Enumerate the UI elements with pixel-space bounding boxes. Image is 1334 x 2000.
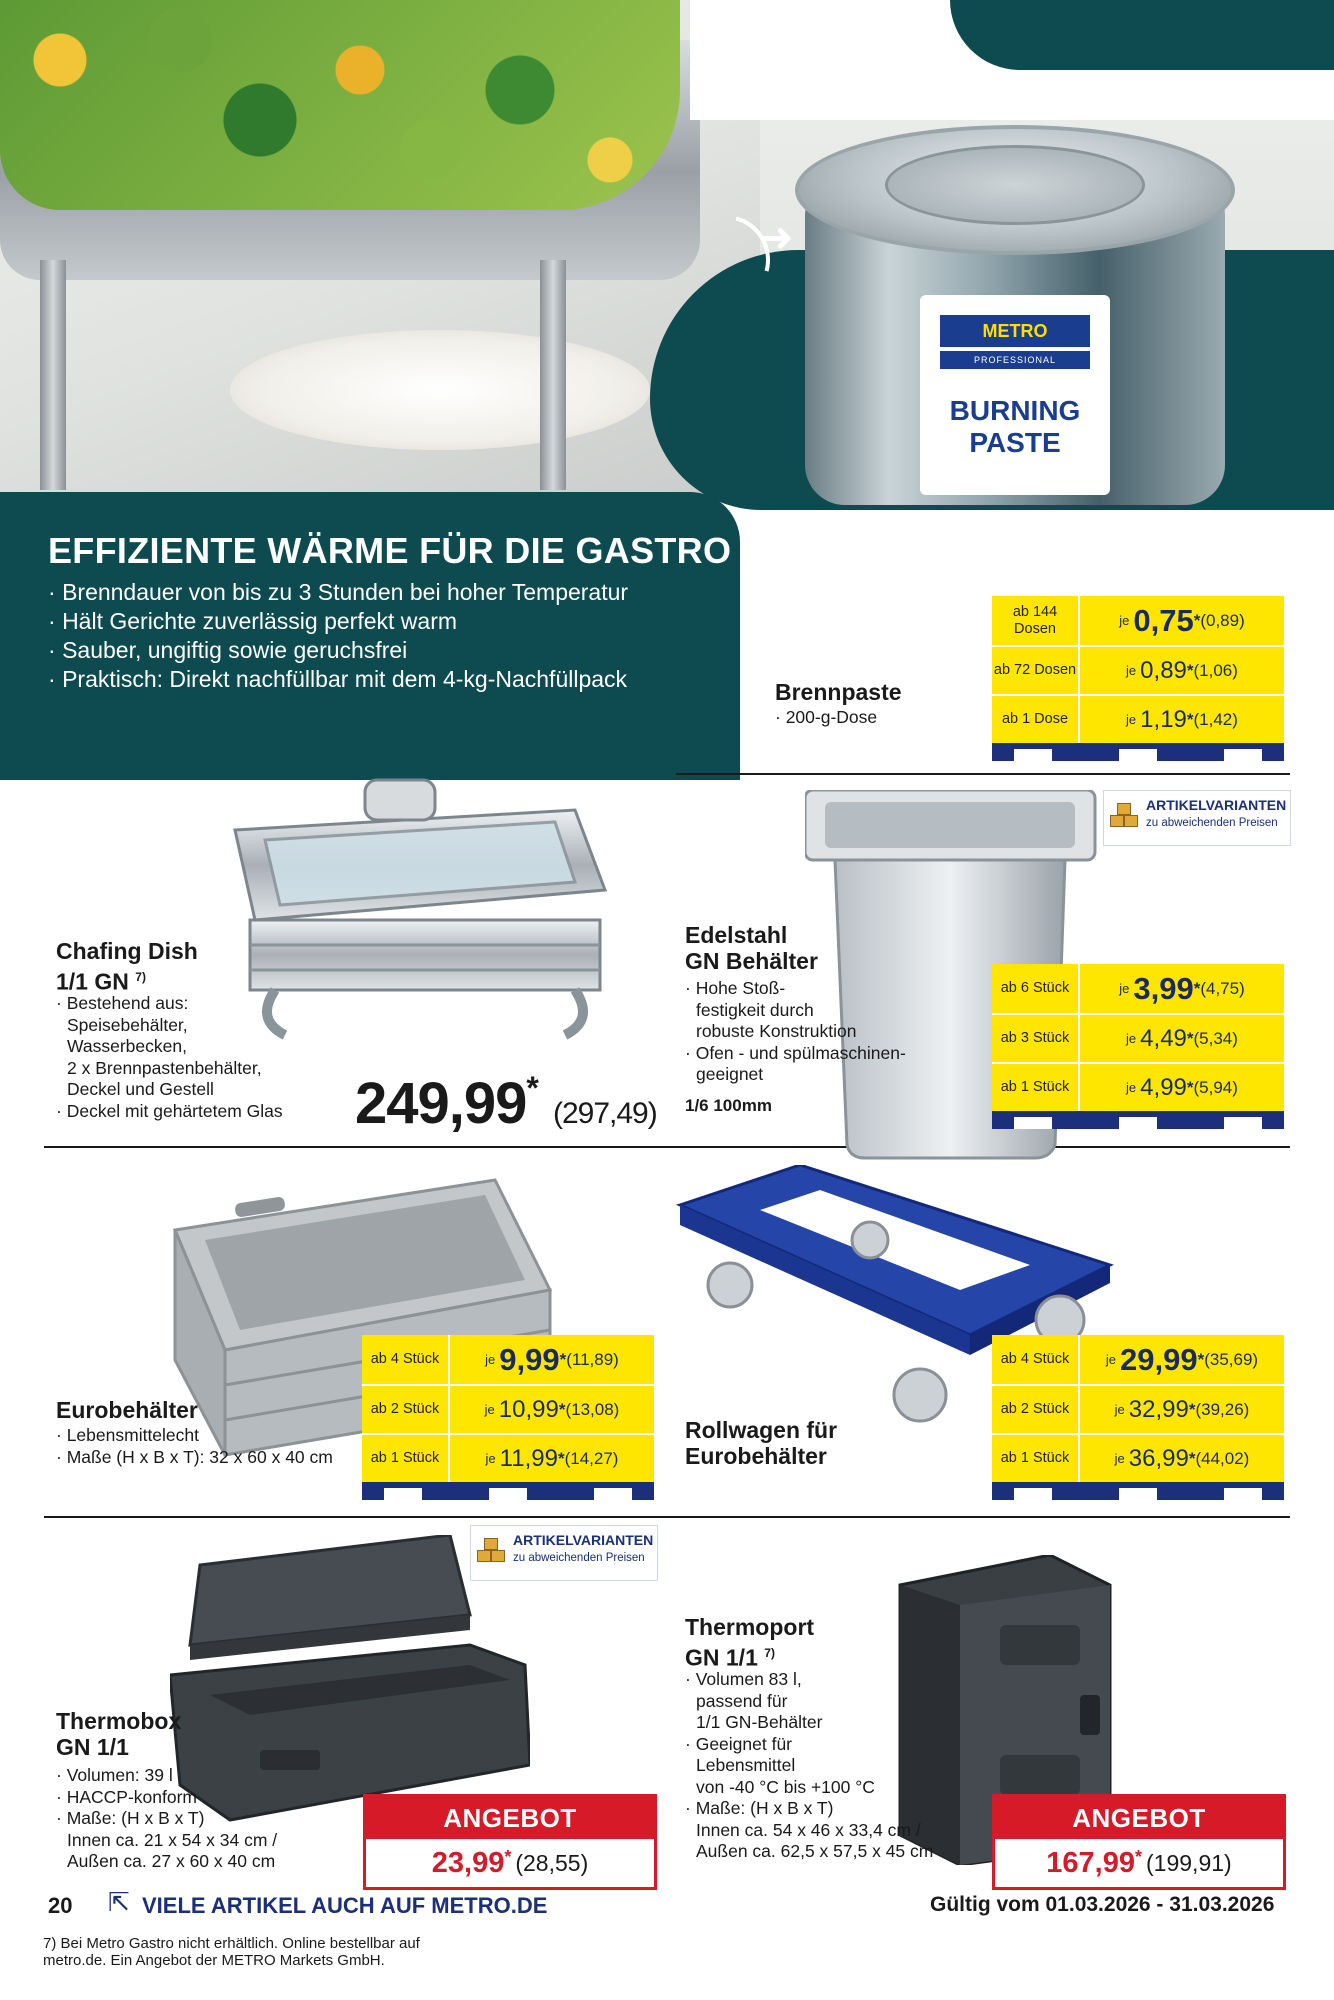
tier-price xyxy=(450,1335,654,1384)
desc-item: Deckel und Gestell xyxy=(67,1079,214,1099)
tier-qty: ab 4 Stück xyxy=(362,1335,450,1384)
desc-item: · Geeignet für xyxy=(685,1734,933,1756)
pallet-decor xyxy=(992,1111,1284,1129)
tier-qty: ab 2 Stück xyxy=(362,1384,450,1433)
offer-price-value: 23,99 xyxy=(431,1846,505,1879)
tier-gross: (4,75) xyxy=(1200,978,1245,998)
tier-price-value: 11,99 xyxy=(499,1444,558,1472)
asterisk: * xyxy=(557,1448,565,1468)
chafing-name xyxy=(56,938,198,995)
tier-qty: ab 3 Stück xyxy=(992,1013,1080,1062)
photo-stand-leg xyxy=(40,260,66,490)
name-line: Rollwagen für xyxy=(685,1417,838,1443)
tier-je: je xyxy=(1119,613,1130,628)
price-tier xyxy=(362,1384,654,1433)
gn-name xyxy=(685,922,818,974)
gn-size: 1/6 100mm xyxy=(685,1096,772,1115)
variants-title: ARTIKELVARIANTEN xyxy=(1146,797,1287,813)
desc-item: Speisebehälter, xyxy=(67,1014,188,1035)
arrow-icon: ➜ xyxy=(760,215,794,261)
tier-je: je xyxy=(1126,1080,1137,1095)
price-gross: (297,49) xyxy=(552,1097,657,1130)
desc-item: · Maße: (H x B x T) xyxy=(685,1798,933,1820)
tier-gross: (5,94) xyxy=(1193,1077,1238,1097)
boxes-icon xyxy=(1110,801,1140,831)
tier-je: je xyxy=(485,1451,496,1466)
variants-sub: zu abweichenden Preisen xyxy=(513,1552,645,1564)
footnote-mark: 7) xyxy=(135,970,146,984)
chafing-desc xyxy=(56,993,283,1122)
desc-item: · HACCP-konform xyxy=(56,1787,277,1809)
thermoport-name xyxy=(685,1614,814,1671)
gn-desc xyxy=(685,978,906,1086)
photo-stand-leg xyxy=(540,260,566,490)
rollwagen-price-table xyxy=(992,1335,1284,1500)
desc-item: von -40 °C bis +100 °C xyxy=(696,1776,875,1797)
name-line: GN 1/1 xyxy=(56,1734,129,1760)
page-number: 20 xyxy=(48,1893,73,1918)
name-line: Thermobox xyxy=(56,1708,182,1734)
eurobehaelter-name: Eurobehälter xyxy=(56,1397,198,1423)
offer-gross: (199,91) xyxy=(1146,1849,1232,1876)
name-line: GN 1/1 xyxy=(685,1644,758,1671)
desc-item: Lebensmittel xyxy=(696,1755,796,1775)
can-title-line: BURNING xyxy=(949,395,1081,426)
asterisk: * xyxy=(1186,1028,1194,1048)
variants-title: ARTIKELVARIANTEN xyxy=(513,1532,654,1548)
tier-gross: (35,69) xyxy=(1204,1349,1259,1369)
offer-gross: (28,55) xyxy=(515,1849,589,1876)
price-tier xyxy=(992,1062,1284,1111)
tier-qty: ab 6 Stück xyxy=(992,964,1080,1013)
tier-gross: (39,26) xyxy=(1195,1399,1250,1419)
hero-bullets xyxy=(48,578,628,694)
article-variants-badge xyxy=(1103,790,1291,846)
brush-decor-teal xyxy=(950,0,1334,70)
desc-item: passend für xyxy=(696,1690,788,1711)
tier-je: je xyxy=(1119,981,1130,996)
thermobox-name xyxy=(56,1708,181,1760)
tier-je: je xyxy=(1105,1352,1117,1367)
asterisk: * xyxy=(1186,660,1194,680)
tier-price xyxy=(450,1384,654,1433)
desc-item: · Hohe Stoß- xyxy=(685,978,906,1000)
photo-vegetables xyxy=(0,0,680,210)
tier-price xyxy=(1080,1062,1284,1111)
price-tier xyxy=(992,964,1284,1013)
thermobox-offer xyxy=(363,1794,657,1890)
tier-qty: ab 1 Dose xyxy=(992,694,1080,743)
pallet-decor xyxy=(992,743,1284,761)
tier-je: je xyxy=(1126,712,1137,727)
tier-qty: ab 4 Stück xyxy=(992,1335,1080,1384)
rollwagen-name xyxy=(685,1417,837,1469)
price-tier xyxy=(992,1335,1284,1384)
tier-qty: ab 1 Stück xyxy=(992,1433,1080,1482)
tier-price-value: 1,19 xyxy=(1140,705,1187,733)
price-tier xyxy=(362,1433,654,1482)
can-side-print xyxy=(1115,275,1225,495)
desc-item: Außen ca. 27 x 60 x 40 cm xyxy=(67,1851,276,1871)
desc-item: · Deckel mit gehärtetem Glas xyxy=(56,1101,283,1123)
price-tier xyxy=(992,596,1284,645)
name-line: GN Behälter xyxy=(685,948,818,974)
tier-price xyxy=(1080,596,1284,645)
asterisk: * xyxy=(1188,1448,1196,1468)
hero-bullet: · Hält Gerichte zuverlässig perfekt warm xyxy=(48,607,628,636)
tier-gross: (5,34) xyxy=(1193,1028,1238,1048)
chafing-price xyxy=(355,1070,657,1137)
hero-bullet: · Brenndauer von bis zu 3 Stunden bei hoher Temperatur xyxy=(48,578,628,607)
tier-gross: (1,42) xyxy=(1193,709,1238,729)
tier-gross: (44,02) xyxy=(1195,1448,1250,1468)
asterisk: * xyxy=(526,1070,538,1106)
name-line: Eurobehälter xyxy=(685,1443,827,1469)
photo-plates xyxy=(230,330,650,450)
divider xyxy=(676,773,1290,775)
desc-item: · 200-g-Dose xyxy=(775,707,877,729)
tier-qty: ab 2 Stück xyxy=(992,1384,1080,1433)
desc-item: · Maße (H x B x T): 32 x 60 x 40 cm xyxy=(56,1447,333,1469)
asterisk: * xyxy=(1186,1077,1194,1097)
offer-price-value: 167,99 xyxy=(1046,1846,1135,1879)
can-lid-inner xyxy=(885,145,1145,225)
metro-website-link[interactable]: VIELE ARTIKEL AUCH AUF METRO.DE xyxy=(142,1893,548,1918)
price-tier xyxy=(992,1384,1284,1433)
tier-gross: (0,89) xyxy=(1200,610,1245,630)
eurobehaelter-price-table xyxy=(362,1335,654,1500)
tier-je: je xyxy=(1114,1402,1125,1417)
tier-price-value: 32,99 xyxy=(1128,1395,1189,1423)
thermoport-desc xyxy=(685,1669,933,1863)
tier-price xyxy=(1080,694,1284,743)
tier-price xyxy=(1080,1433,1284,1482)
name-line: Edelstahl xyxy=(685,922,788,948)
brennpaste-name: Brennpaste xyxy=(775,679,902,705)
can-side-print xyxy=(825,275,935,495)
tier-price-value: 3,99 xyxy=(1133,970,1194,1006)
desc-item: · Bestehend aus: xyxy=(56,993,283,1015)
can-title xyxy=(920,395,1110,459)
hero-bullet: · Praktisch: Direkt nachfüllbar mit dem 4-kg-Nachfüllpack xyxy=(48,665,628,694)
offer-body xyxy=(366,1839,654,1887)
desc-item: · Lebensmittelecht xyxy=(56,1425,333,1447)
tier-price xyxy=(1080,1384,1284,1433)
can-brand-sub: PROFESSIONAL xyxy=(940,351,1090,369)
tier-price xyxy=(1080,964,1284,1013)
price-tier xyxy=(992,1433,1284,1482)
tier-price xyxy=(1080,645,1284,694)
tier-price-value: 4,99 xyxy=(1140,1073,1187,1101)
tier-price-value: 29,99 xyxy=(1120,1341,1198,1377)
asterisk: * xyxy=(1188,1399,1196,1419)
tier-je: je xyxy=(485,1352,496,1367)
hero-bullet: · Sauber, ungiftig sowie geruchsfrei xyxy=(48,636,628,665)
tier-je: je xyxy=(1126,663,1137,678)
desc-item: · Volumen 83 l, xyxy=(685,1669,933,1691)
can-title-line: PASTE xyxy=(969,427,1061,458)
pallet-decor xyxy=(362,1482,654,1500)
name-line: 1/1 GN xyxy=(56,968,129,995)
desc-item: Innen ca. 54 x 46 x 33,4 cm / xyxy=(696,1819,921,1840)
asterisk: * xyxy=(558,1399,566,1419)
hero-title: EFFIZIENTE WÄRME FÜR DIE GASTRO xyxy=(48,530,732,571)
thermobox-desc xyxy=(56,1765,277,1873)
desc-item: 2 x Brennpastenbehälter, xyxy=(67,1057,262,1078)
asterisk: * xyxy=(1193,610,1201,630)
brennpaste-price-table xyxy=(992,596,1284,761)
desc-item: Außen ca. 62,5 x 57,5 x 45 cm xyxy=(696,1841,934,1861)
pallet-decor xyxy=(992,1482,1284,1500)
cursor-click-icon: ⇱ xyxy=(108,1888,130,1918)
desc-item: Wasserbecken, xyxy=(67,1036,187,1056)
price-tier xyxy=(992,1013,1284,1062)
tier-je: je xyxy=(484,1402,495,1417)
desc-item: geeignet xyxy=(696,1064,764,1084)
thermoport-offer xyxy=(992,1794,1286,1890)
asterisk: * xyxy=(559,1349,567,1369)
tier-gross: (11,89) xyxy=(566,1349,619,1369)
asterisk: * xyxy=(1186,709,1194,729)
name-line: Thermoport xyxy=(685,1614,815,1640)
price-tier xyxy=(362,1335,654,1384)
burning-paste-can-image xyxy=(795,125,1235,515)
divider xyxy=(44,1516,1290,1518)
footnote-mark: 7) xyxy=(764,1646,775,1660)
offer-label: ANGEBOT xyxy=(995,1797,1283,1839)
name-line: Chafing Dish xyxy=(56,938,198,964)
tier-price-value: 0,89 xyxy=(1140,656,1187,684)
desc-item: robuste Konstruktion xyxy=(696,1021,857,1041)
asterisk: * xyxy=(1197,1349,1205,1369)
desc-item: Innen ca. 21 x 54 x 34 cm / xyxy=(67,1829,278,1850)
tier-qty: ab 144 Dosen xyxy=(992,596,1080,645)
tier-gross: (14,27) xyxy=(564,1448,619,1468)
tier-price xyxy=(450,1433,654,1482)
tier-je: je xyxy=(1114,1451,1125,1466)
tier-price-value: 4,49 xyxy=(1140,1024,1187,1052)
brennpaste-desc xyxy=(775,707,877,729)
desc-item: · Maße: (H x B x T) xyxy=(56,1808,277,1830)
desc-item: · Volumen: 39 l xyxy=(56,1765,277,1787)
footnote: 7) Bei Metro Gastro nicht erhältlich. Online bestellbar auf metro.de. Ein Angebot der METRO Markets GmbH. xyxy=(43,1935,420,1969)
price-value: 249,99 xyxy=(355,1071,527,1136)
tier-qty: ab 1 Stück xyxy=(992,1062,1080,1111)
tier-qty: ab 1 Stück xyxy=(362,1433,450,1482)
offer-body xyxy=(995,1839,1283,1887)
desc-item: festigkeit durch xyxy=(696,999,814,1020)
tier-price-value: 9,99 xyxy=(499,1341,560,1377)
offer-price: 23,99* xyxy=(431,1846,512,1879)
tier-price xyxy=(1080,1335,1284,1384)
price-tier xyxy=(992,694,1284,743)
tier-gross: (13,08) xyxy=(565,1399,620,1419)
desc-item: 1/1 GN-Behälter xyxy=(696,1712,823,1732)
price-tier xyxy=(992,645,1284,694)
tier-je: je xyxy=(1126,1031,1137,1046)
tier-price-value: 36,99 xyxy=(1128,1444,1189,1472)
asterisk: * xyxy=(1193,978,1201,998)
tier-price xyxy=(1080,1013,1284,1062)
offer-price: 167,99* xyxy=(1046,1846,1143,1879)
tier-price-value: 10,99 xyxy=(498,1395,559,1423)
tier-gross: (1,06) xyxy=(1193,660,1238,680)
tier-qty: ab 72 Dosen xyxy=(992,645,1080,694)
variants-sub: zu abweichenden Preisen xyxy=(1146,817,1278,829)
tier-price-value: 0,75 xyxy=(1133,602,1194,638)
eurobehaelter-desc xyxy=(56,1425,333,1468)
desc-item: · Ofen - und spülmaschinen- xyxy=(685,1043,906,1065)
validity-period: Gültig vom 01.03.2026 - 31.03.2026 xyxy=(930,1893,1275,1916)
gn-price-table xyxy=(992,964,1284,1129)
offer-label: ANGEBOT xyxy=(366,1797,654,1839)
can-brand-logo: METRO xyxy=(940,315,1090,347)
